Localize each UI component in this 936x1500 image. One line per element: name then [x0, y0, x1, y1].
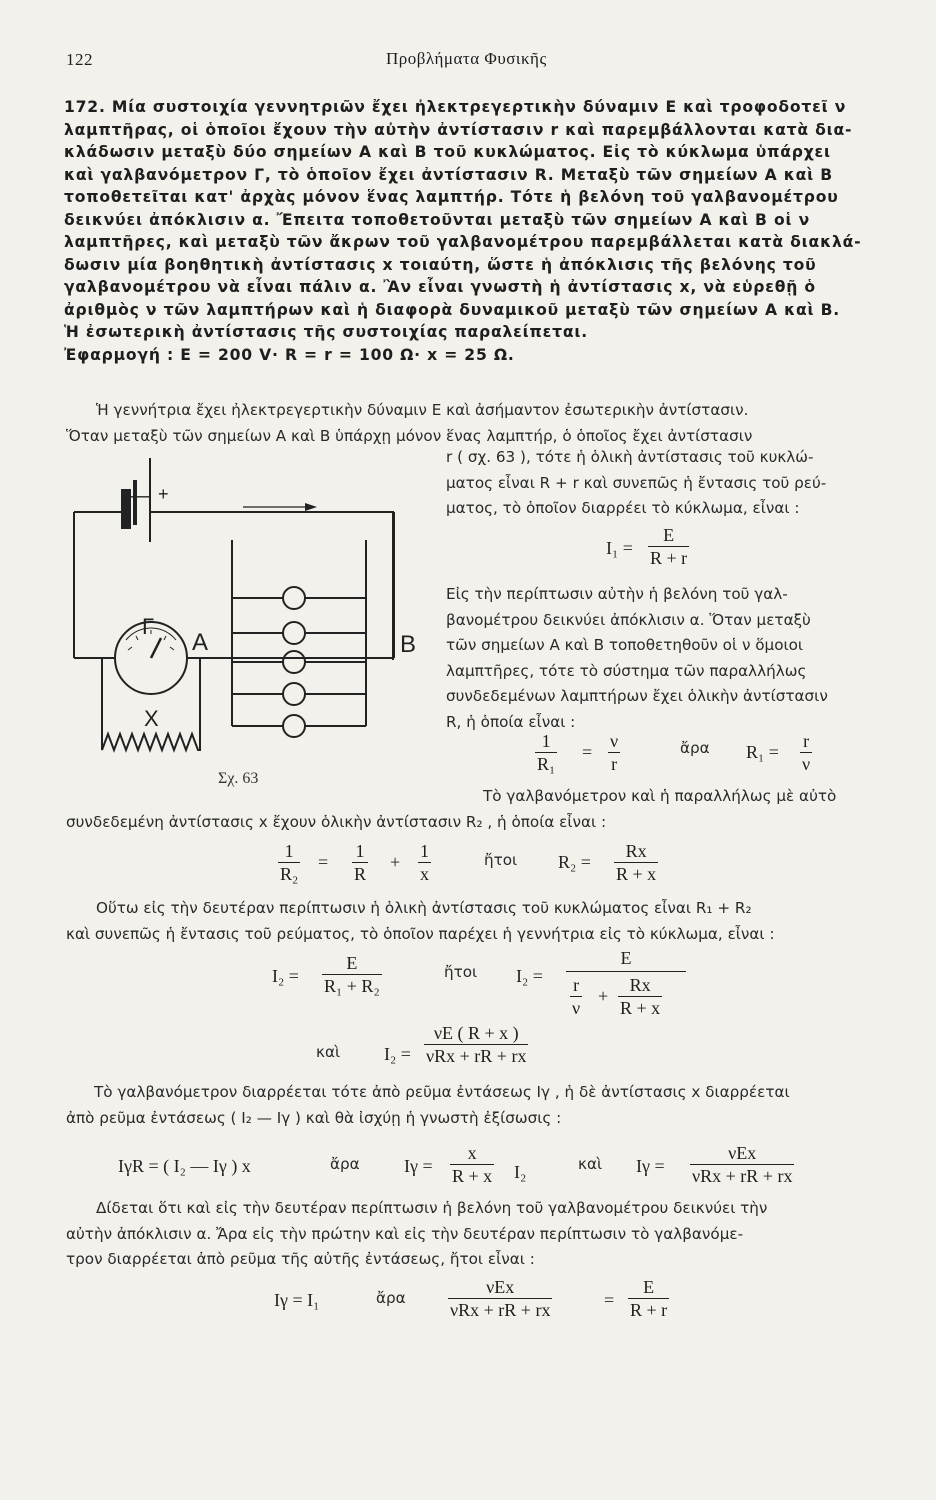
figure-caption: Σχ. 63 [218, 770, 259, 787]
solution-circuit-text [446, 445, 826, 522]
circuit-main [66, 450, 426, 795]
resistor-x [102, 730, 200, 750]
denominator: R [354, 864, 367, 884]
denominator: νRx + rR + rx [426, 1046, 527, 1066]
solution-total-resistance [66, 896, 775, 947]
label-gamma: Γ [142, 614, 155, 639]
problem-line: Ἡ ἐσωτερικὴ ἀντίστασις τῆς συστοιχίας παραλείπεται. [64, 323, 589, 341]
numerator: x [467, 1143, 477, 1163]
denominator: r [608, 752, 620, 775]
denominator: R₁ [537, 754, 556, 774]
solution-line-p3b [66, 810, 606, 836]
eq3-r2: R₂ = [558, 852, 591, 872]
eq5-lhs: I₂ = [384, 1044, 411, 1064]
label-x: X [144, 706, 159, 731]
denominator: R + x [616, 864, 657, 884]
solution-line: καὶ συνεπῶς ἡ ἔντασις τοῦ ρεύματος, τὸ ὁποῖον παρέχει ἡ γεννήτρια εἰς τὸ κύκλωμα, εἶναι : [66, 924, 775, 943]
page-number: 122 [66, 50, 93, 69]
label-a: Α [192, 629, 209, 656]
eq3-r2-fraction [614, 840, 658, 885]
problem-line: τοποθετεῖται κατ' ἀρχὰς μόνον ἕνας λαμπτήρ. Τότε ἡ βελόνη τοῦ γαλβανομέτρου [64, 188, 839, 206]
eq3-c [418, 840, 431, 885]
problem-line: δεικνύει ἀπόκλισιν α. Ἔπειτα τοποθετοῦνται μεταξὺ τῶν σημείων Α καὶ Β οἱ ν [64, 210, 811, 229]
eq7-ara: ἄρα [376, 1289, 406, 1307]
battery-negative [122, 490, 130, 528]
equals-sign: = [604, 1290, 615, 1310]
numerator: νEx [728, 1143, 757, 1163]
eq4-lhs: I₂ = [272, 966, 299, 986]
eq2-fraction-lhs [535, 730, 557, 775]
numerator: E [346, 953, 358, 973]
solution-line: συνδεδεμένη ἀντίστασις x ἔχουν ὁλικὴν ἀντίστασιν R₂ , ἡ ὁποία εἶναι : [66, 813, 607, 831]
lamp [283, 587, 305, 609]
numerator: 1 [355, 841, 365, 861]
inner-fraction-r [570, 974, 582, 1019]
eq2-fraction-r1 [800, 730, 812, 775]
plus-sign: + [390, 852, 401, 872]
eq6-ig2: Iγ = [636, 1156, 665, 1176]
lamp [283, 651, 305, 673]
inner-fraction-x [618, 974, 662, 1019]
solution-line: αὐτὴν ἀπόκλισιν α. Ἄρα εἰς τὴν πρώτην καὶ εἰς τὴν δευτέραν περίπτωσιν τὸ γαλβανόμε- [66, 1224, 744, 1243]
eq3-b [352, 840, 368, 885]
lamp [283, 622, 305, 644]
numerator: Rx [625, 841, 647, 861]
numerator: νEx [486, 1277, 515, 1297]
numerator: 1 [541, 731, 551, 751]
problem-line: ἀριθμὸς ν τῶν λαμπτήρων καὶ ἡ διαφορὰ δυναμικοῦ μεταξὺ τῶν σημείων Α καὶ Β. [64, 300, 840, 319]
numerator: ν [610, 731, 619, 751]
problem-line: 172. Μία συστοιχία γεννητριῶν ἔχει ἠλεκτρεγερτικὴν δύναμιν Ε καὶ τροφοδοτεῖ ν [64, 98, 847, 116]
eq4-etoi: ἤτοι [444, 963, 478, 981]
solution-line: Ἡ γεννήτρια ἔχει ἠλεκτρεγερτικὴν δύναμιν Ε καὶ ἀσήμαντον ἐσωτερικὴν ἀντίστασιν. [96, 401, 749, 419]
solution-line: r ( σχ. 63 ), τότε ἡ ὁλικὴ ἀντίστασις τοῦ κυκλώ- [446, 448, 814, 466]
eq7-lhs: Iγ = I₁ [274, 1290, 320, 1310]
problem-line: λαμπτῆρας, οἱ ὁποῖοι ἔχουν τὴν αὐτὴν ἀντίστασιν r καὶ παρεμβάλλονται κατὰ δια- [64, 120, 853, 139]
solution-line: ματος, τὸ ὁποῖον διαρρέει τὸ κύκλωμα, εἶναι : [446, 499, 800, 517]
label-b: Β [400, 631, 417, 658]
problem-line: κλάδωσιν μεταξὺ δύο σημείων Α καὶ Β τοῦ κυκλώματος. Εἰς τὸ κύκλωμα ὑπάρχει [64, 143, 831, 161]
eq4-big-fraction [566, 948, 686, 1020]
problem-line: γαλβανομέτρου νὰ εἶναι πάλιν α. Ἂν εἶναι γνωστὴ ἡ ἀντίστασις x, νὰ εὑρεθῇ ὁ [64, 278, 816, 296]
solution-line: τῶν σημείων Α καὶ Β τοποθετηθοῦν οἱ ν ὅμοιοι [446, 636, 804, 654]
eq6-lhs: IγR = ( I₂ — Iγ ) x [118, 1156, 251, 1176]
eq1-fraction [648, 524, 689, 569]
application-values: Ἐφαρμογή : E = 200 V· R = r = 100 Ω· x = 25 Ω. [64, 345, 515, 364]
lamp [283, 683, 305, 705]
lamp-ladder [232, 587, 366, 737]
numerator: νE ( R + x ) [433, 1023, 519, 1043]
eq6-fraction2 [690, 1142, 794, 1187]
equals-sign: = [318, 852, 329, 872]
solution-line-p3a [483, 784, 836, 810]
eq6-ig: Iγ = [404, 1156, 433, 1176]
denominator: x [420, 864, 429, 884]
eq4-fraction [322, 952, 382, 997]
solution-line: τρον διαρρέεται ἀπὸ ρεῦμα τῆς αὐτῆς ἐντάσεως, ἤτοι εἶναι : [66, 1250, 535, 1268]
eq3-a [278, 840, 300, 885]
eq6-ara: ἄρα [330, 1155, 360, 1173]
denominator: R + r [650, 548, 688, 568]
plus-sign: + [158, 484, 169, 504]
solution-line: Οὕτω εἰς τὴν δευτέραν περίπτωσιν ἡ ὁλικὴ ἀντίστασις τοῦ κυκλώματος εἶναι R₁ + R₂ [96, 899, 752, 917]
denominator: ν [572, 998, 581, 1018]
minus-sign: — [130, 485, 150, 507]
solution-line: συνδεδεμένων λαμπτήρων ἔχει ὁλικὴν ἀντίστασιν [446, 687, 828, 705]
eq7-fraction [448, 1276, 552, 1321]
eq2-r1: R₁ = [746, 742, 779, 762]
plus-sign: + [598, 986, 609, 1006]
numerator: r [803, 731, 810, 751]
numerator: E [643, 1277, 655, 1297]
problem-line: δωσιν μία βοηθητικὴ ἀντίστασις x τοιαύτη, ὥστε ἡ ἀπόκλισις τῆς βελόνης τοῦ [64, 255, 817, 274]
solution-line: ματος εἶναι R + r καὶ συνεπῶς ἡ ἔντασις τοῦ ρεύ- [446, 473, 827, 492]
eq4-i2: I₂ = [516, 966, 543, 986]
solution-line: Τὸ γαλβανόμετρον διαρρέεται τότε ἀπὸ ρεῦμα ἐντάσεως Iγ , ἡ δὲ ἀντίστασις x διαρρέεται [94, 1083, 790, 1101]
eq7-fraction2 [628, 1276, 669, 1321]
eq3-etoi: ἤτοι [484, 851, 518, 869]
problem-statement [64, 96, 880, 366]
numerator: Rx [629, 975, 651, 995]
eq6-fraction [450, 1142, 494, 1187]
eq5-kai: καὶ [316, 1043, 341, 1061]
eq6-kai: καὶ [578, 1155, 603, 1173]
denominator: R + r [630, 1300, 668, 1320]
solution-intro [66, 398, 753, 449]
eq6-tail: I₂ [514, 1162, 527, 1182]
solution-line: Δίδεται ὅτι καὶ εἰς τὴν δευτέραν περίπτωσιν ἡ βελόνη τοῦ γαλβανομέτρου δεικνύει τὴν [96, 1199, 768, 1217]
solution-line: βανομέτρου δεικνύει ἀπόκλισιν α. Ὅταν μεταξὺ [446, 610, 811, 629]
denominator: R₁ + R₂ [324, 976, 380, 996]
solution-line: R, ἡ ὁποία εἶναι : [446, 712, 576, 731]
problem-line: καὶ γαλβανόμετρον Γ, τὸ ὁποῖον ἔχει ἀντίστασιν R. Μεταξὺ τῶν σημείων Α καὶ Β [64, 165, 833, 184]
eq2-equals: = [582, 742, 593, 762]
solution-line: λαμπτῆρες, τότε τὸ σύστημα τῶν παραλλήλως [446, 661, 807, 680]
solution-same-deflection [66, 1196, 767, 1273]
galvanometer-needle [151, 638, 161, 658]
numerator: r [573, 975, 580, 995]
denominator: ν [802, 754, 811, 774]
solution-line: Ὅταν μεταξὺ τῶν σημείων Α καὶ Β ὑπάρχῃ μόνον ἕνας λαμπτήρ, ὁ ὁποῖος ἔχει ἀντίστασιν [66, 426, 753, 445]
numerator: 1 [420, 841, 429, 861]
denominator: R₂ [280, 864, 299, 884]
solution-line: ἀπὸ ρεῦμα ἐντάσεως ( I₂ — Iγ ) καὶ θὰ ἰσχύῃ ἡ γνωστὴ ἐξίσωσις : [66, 1108, 562, 1127]
denominator: R + x [620, 998, 661, 1018]
denominator: R + x [452, 1166, 493, 1186]
eq2-ara: ἄρα [680, 739, 710, 757]
eq2-fraction-rhs [608, 730, 620, 775]
problem-line: λαμπτῆρες, καὶ μεταξὺ τῶν ἄκρων τοῦ γαλβανομέτρου παρεμβάλλεται κατὰ διακλά- [64, 233, 862, 251]
solution-parallel-text [446, 582, 828, 735]
numerator: E [663, 525, 675, 545]
denominator: νRx + rR + rx [692, 1166, 793, 1186]
solution-line: Τὸ γαλβανόμετρον καὶ ἡ παραλλήλως μὲ αὐτὸ [483, 787, 837, 805]
eq1-lhs: I₁ = [606, 538, 633, 558]
denominator: νRx + rR + rx [450, 1300, 551, 1320]
solution-galvanometer-current [66, 1080, 790, 1131]
eq5-fraction [424, 1022, 528, 1067]
running-title: Προβλήματα Φυσικῆς [386, 49, 547, 68]
numerator: E [620, 948, 632, 968]
solution-line: Εἰς τὴν περίπτωσιν αὐτὴν ἡ βελόνη τοῦ γαλ- [446, 585, 788, 603]
numerator: 1 [284, 841, 294, 861]
lamp [283, 715, 305, 737]
